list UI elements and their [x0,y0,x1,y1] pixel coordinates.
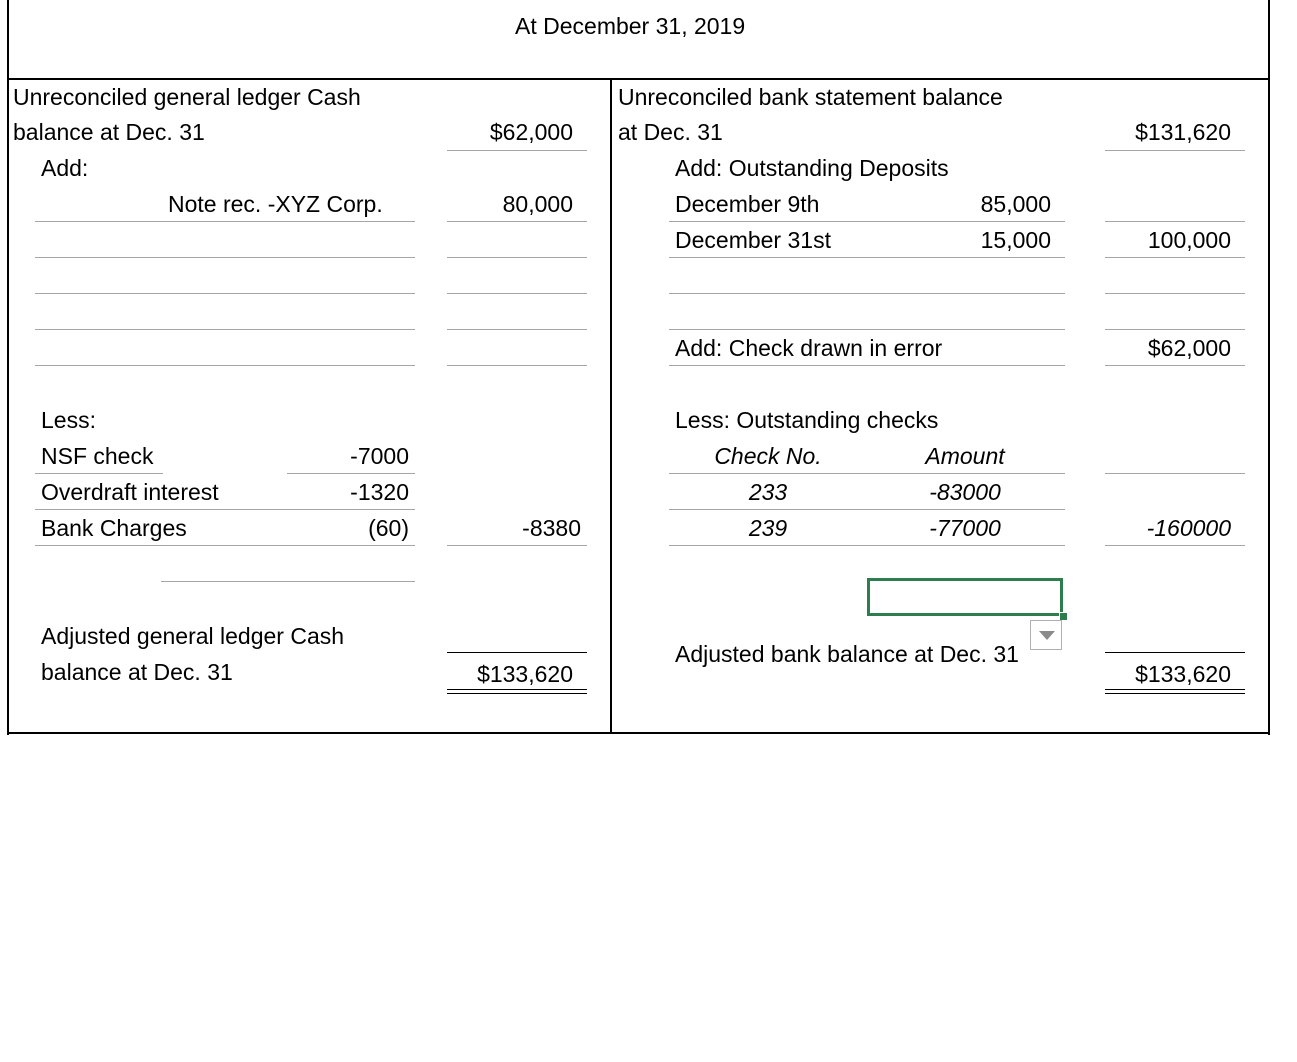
bank-amount-underline [1105,545,1245,546]
gl-less-item-amount[interactable]: -7000 [350,443,409,469]
bank-row-underline [669,473,1065,474]
gl-less-item-label[interactable]: NSF check [41,443,154,469]
gl-adjusted-label-line1: Adjusted general ledger Cash [41,623,345,649]
bank-row-underline [669,545,1065,546]
gl-amount-underline [447,221,587,222]
gl-add-item-label[interactable]: Note rec. -XYZ Corp. [168,191,383,217]
check-amount[interactable]: -83000 [929,479,1001,505]
gl-amount-underline [447,257,587,258]
gl-unreconciled-underline [447,150,587,151]
gl-add-label: Add: [41,155,89,181]
bank-amount-underline [1105,221,1245,222]
gl-less-item-amount[interactable]: (60) [368,515,409,541]
bank-amount-underline [1105,473,1245,474]
chevron-down-icon [1039,631,1055,640]
gl-total-double-underline [447,693,587,694]
gl-amount-underline [447,365,587,366]
bank-checks-label: Less: Outstanding checks [675,407,939,433]
gl-amount-underline [447,545,587,546]
gl-unreconciled-label-line2: balance at Dec. 31 [13,119,205,145]
bank-row-underline [669,509,1065,510]
bank-amount-underline [1105,329,1245,330]
gl-less-total[interactable]: -8380 [522,515,581,541]
bank-unreconciled-label-line1: Unreconciled bank statement balance [618,84,1003,110]
bank-deposit-label[interactable]: December 31st [675,227,831,253]
bank-row-underline [669,221,1065,222]
bank-deposit-amount[interactable]: 15,000 [980,227,1051,253]
bank-unreconciled-underline [1105,150,1245,151]
gl-row-underline [35,365,415,366]
gl-unreconciled-label-line1: Unreconciled general ledger Cash [13,84,361,110]
gl-total-topline [447,652,587,653]
gl-less-item-amount[interactable]: -1320 [350,479,409,505]
bank-deposit-amount[interactable]: 85,000 [980,191,1051,217]
check-number[interactable]: 239 [748,515,788,541]
bank-checks-total[interactable]: -160000 [1146,515,1231,541]
checks-col-amount-header: Amount [925,443,1005,469]
gl-add-item-amount[interactable]: 80,000 [502,191,573,217]
bank-amount-underline [1105,365,1245,366]
header-divider [7,78,1270,80]
bank-unreconciled-label-line2: at Dec. 31 [618,119,723,145]
checks-col-no-header: Check No. [714,443,822,469]
center-divider [610,78,612,734]
gl-unreconciled-amount[interactable]: $62,000 [489,119,573,145]
bank-unreconciled-amount[interactable]: $131,620 [1135,119,1231,145]
dropdown-button[interactable] [1030,620,1062,650]
gl-adjusted-label-line2: balance at Dec. 31 [41,659,233,685]
bank-total-double-underline [1105,693,1245,694]
gl-row-underline [35,293,415,294]
gl-row-underline [35,221,415,222]
bank-row-underline [669,365,1065,366]
gl-row-underline [35,257,415,258]
bank-amount-underline [1105,257,1245,258]
bank-deposit-label[interactable]: December 9th [675,191,820,217]
bank-row-underline [669,293,1065,294]
bank-row-underline [669,257,1065,258]
bank-total-double-underline [1105,689,1245,690]
page-title: At December 31, 2019 [515,13,746,39]
check-amount[interactable]: -77000 [929,515,1001,541]
bank-adjusted-label: Adjusted bank balance at Dec. 31 [675,641,1019,667]
check-number[interactable]: 233 [748,479,788,505]
frame-right-border [1268,0,1270,735]
gl-less-underline [35,509,415,510]
gl-blank-underline [161,581,415,582]
gl-amount-underline [447,329,587,330]
gl-adjusted-amount[interactable]: $133,620 [477,661,573,687]
gl-less-underline [35,473,163,474]
gl-less-underline [35,545,415,546]
gl-amount-underline [447,293,587,294]
gl-less-item-label[interactable]: Overdraft interest [41,479,219,505]
bank-row-underline [669,329,1065,330]
bank-error-amount[interactable]: $62,000 [1147,335,1231,361]
gl-total-double-underline [447,689,587,690]
bank-amount-underline [1105,293,1245,294]
frame-left-border [7,0,9,735]
gl-less-item-label[interactable]: Bank Charges [41,515,187,541]
bank-total-topline [1105,652,1245,653]
bank-deposits-label: Add: Outstanding Deposits [675,155,949,181]
gl-less-underline [287,473,415,474]
frame-bottom-border [7,732,1270,734]
selected-cell[interactable] [867,578,1063,616]
gl-less-label: Less: [41,407,96,433]
bank-error-label[interactable]: Add: Check drawn in error [675,335,943,361]
bank-deposits-total[interactable]: 100,000 [1147,227,1231,253]
bank-adjusted-amount[interactable]: $133,620 [1135,661,1231,687]
gl-row-underline [35,329,415,330]
